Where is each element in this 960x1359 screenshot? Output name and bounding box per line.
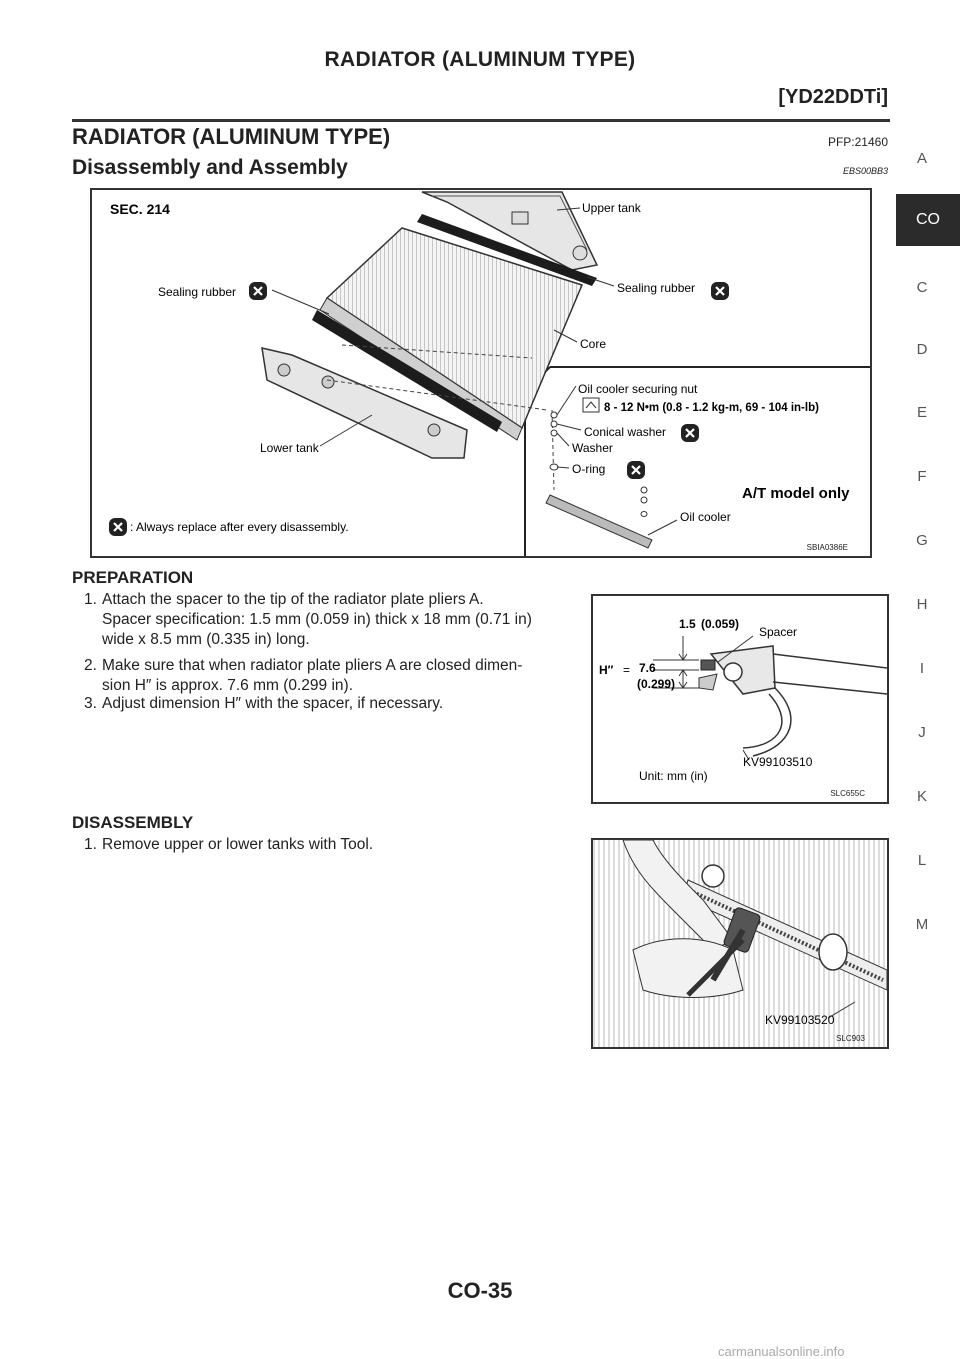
label-washer: Washer xyxy=(572,441,613,455)
label-core: Core xyxy=(580,337,607,351)
tank-removal-illustration xyxy=(593,840,887,1047)
step-number: 1. xyxy=(84,591,97,608)
figure1-code: SBIA0386E xyxy=(806,543,848,552)
label-o-ring: O-ring xyxy=(572,462,606,476)
label-oil-cooler-nut: Oil cooler securing nut xyxy=(578,382,698,396)
step-line: Attach the spacer to the tip of the radiator plate pliers A. xyxy=(102,591,484,608)
figure2-code: SLC655C xyxy=(830,789,865,798)
sidebar-letter-c[interactable]: C xyxy=(916,279,928,296)
label-lower-tank: Lower tank xyxy=(260,441,319,455)
sidebar-letter-j[interactable]: J xyxy=(918,724,926,741)
sidebar-letter-g[interactable]: G xyxy=(916,532,928,549)
label-upper-tank: Upper tank xyxy=(582,201,641,215)
figure3-code: SLC903 xyxy=(836,1034,865,1043)
label-conical-washer: Conical washer xyxy=(584,425,667,439)
header-rule xyxy=(72,119,890,122)
spacer-shape xyxy=(701,660,715,670)
sidebar-letter-i[interactable]: I xyxy=(919,660,925,677)
watermark: carmanualsonline.info xyxy=(718,1344,845,1359)
sidebar-letter-f[interactable]: F xyxy=(917,468,927,485)
replace-marker-icon xyxy=(627,461,645,479)
tank-removal-figure xyxy=(591,838,889,1049)
pliers-spacer-figure xyxy=(591,594,889,804)
engine-code: [YD22DDTi] xyxy=(778,86,888,108)
label-tool: KV99103520 xyxy=(765,1013,835,1027)
figure-sec-label: SEC. 214 xyxy=(110,201,170,217)
prep-step-2 xyxy=(84,656,584,696)
dim-top-value: 1.5 xyxy=(679,617,696,631)
label-h: H″ xyxy=(599,663,614,677)
step-number: 3. xyxy=(84,695,97,712)
sidebar-active-label[interactable]: CO xyxy=(916,211,940,228)
sidebar-letter-d[interactable]: D xyxy=(916,341,928,358)
replace-marker-icon xyxy=(711,282,729,300)
radiator-exploded-diagram xyxy=(92,190,870,556)
step-line: Remove upper or lower tanks with Tool. xyxy=(102,836,374,853)
step-line: Make sure that when radiator plate pliers A are closed dimen- xyxy=(102,657,523,674)
sidebar-letter-a[interactable]: A xyxy=(916,150,927,167)
subsection-code: EBS00BB3 xyxy=(842,166,888,176)
section-code: PFP:21460 xyxy=(827,135,888,149)
sidebar-letter-m[interactable]: M xyxy=(915,916,929,933)
step-number: 2. xyxy=(84,657,97,674)
replace-marker-icon xyxy=(249,282,267,300)
figure-legend: : Always replace after every disassembly. xyxy=(130,520,349,534)
preparation-heading: PREPARATION xyxy=(72,568,194,587)
replace-marker-icon xyxy=(681,424,699,442)
torque-wrench-icon xyxy=(583,398,599,412)
page-number: CO-35 xyxy=(447,1278,513,1303)
h-value: 7.6 xyxy=(639,661,656,675)
label-sealing-rubber-right: Sealing rubber xyxy=(617,281,696,295)
sidebar-letter-e[interactable]: E xyxy=(916,404,927,421)
step-line: sion H″ is approx. 7.6 mm (0.299 in). xyxy=(102,677,354,694)
disassembly-heading: DISASSEMBLY xyxy=(72,813,194,832)
label-equals: = xyxy=(623,663,631,677)
label-spacer: Spacer xyxy=(759,625,798,639)
sidebar-letter-l[interactable]: L xyxy=(917,852,927,869)
label-at-model: A/T model only xyxy=(742,485,850,502)
label-unit: Unit: mm (in) xyxy=(639,769,708,783)
step-line: Spacer specification: 1.5 mm (0.059 in) thick x 18 mm (0.71 in) xyxy=(102,611,532,628)
dim-top-inch: (0.059) xyxy=(701,617,740,631)
step-line: Adjust dimension H″ with the spacer, if necessary. xyxy=(102,695,444,712)
label-sealing-rubber-left: Sealing rubber xyxy=(158,285,237,299)
oil-cooler-shape xyxy=(546,495,652,548)
label-tool: KV99103510 xyxy=(743,755,813,769)
step-number: 1. xyxy=(84,836,97,853)
sidebar-letter-k[interactable]: K xyxy=(916,788,927,805)
prep-step-1 xyxy=(84,590,584,650)
h-value-inch: (0.299) xyxy=(637,677,676,691)
step-line: wide x 8.5 mm (0.335 in) long. xyxy=(102,631,310,648)
prep-step-3 xyxy=(84,694,584,714)
sidebar-letter-h[interactable]: H xyxy=(916,596,928,613)
label-oil-cooler: Oil cooler xyxy=(680,510,731,524)
disassembly-step-1 xyxy=(84,835,584,855)
pliers-spacer-diagram xyxy=(593,596,887,802)
page-header-title: RADIATOR (ALUMINUM TYPE) xyxy=(324,48,636,71)
radiator-exploded-figure xyxy=(90,188,872,558)
subsection-title: Disassembly and Assembly xyxy=(72,156,348,179)
replace-marker-icon xyxy=(109,518,127,536)
section-title: RADIATOR (ALUMINUM TYPE) xyxy=(72,124,391,149)
label-torque: 8 - 12 N•m (0.8 - 1.2 kg-m, 69 - 104 in-lb) xyxy=(604,402,819,414)
